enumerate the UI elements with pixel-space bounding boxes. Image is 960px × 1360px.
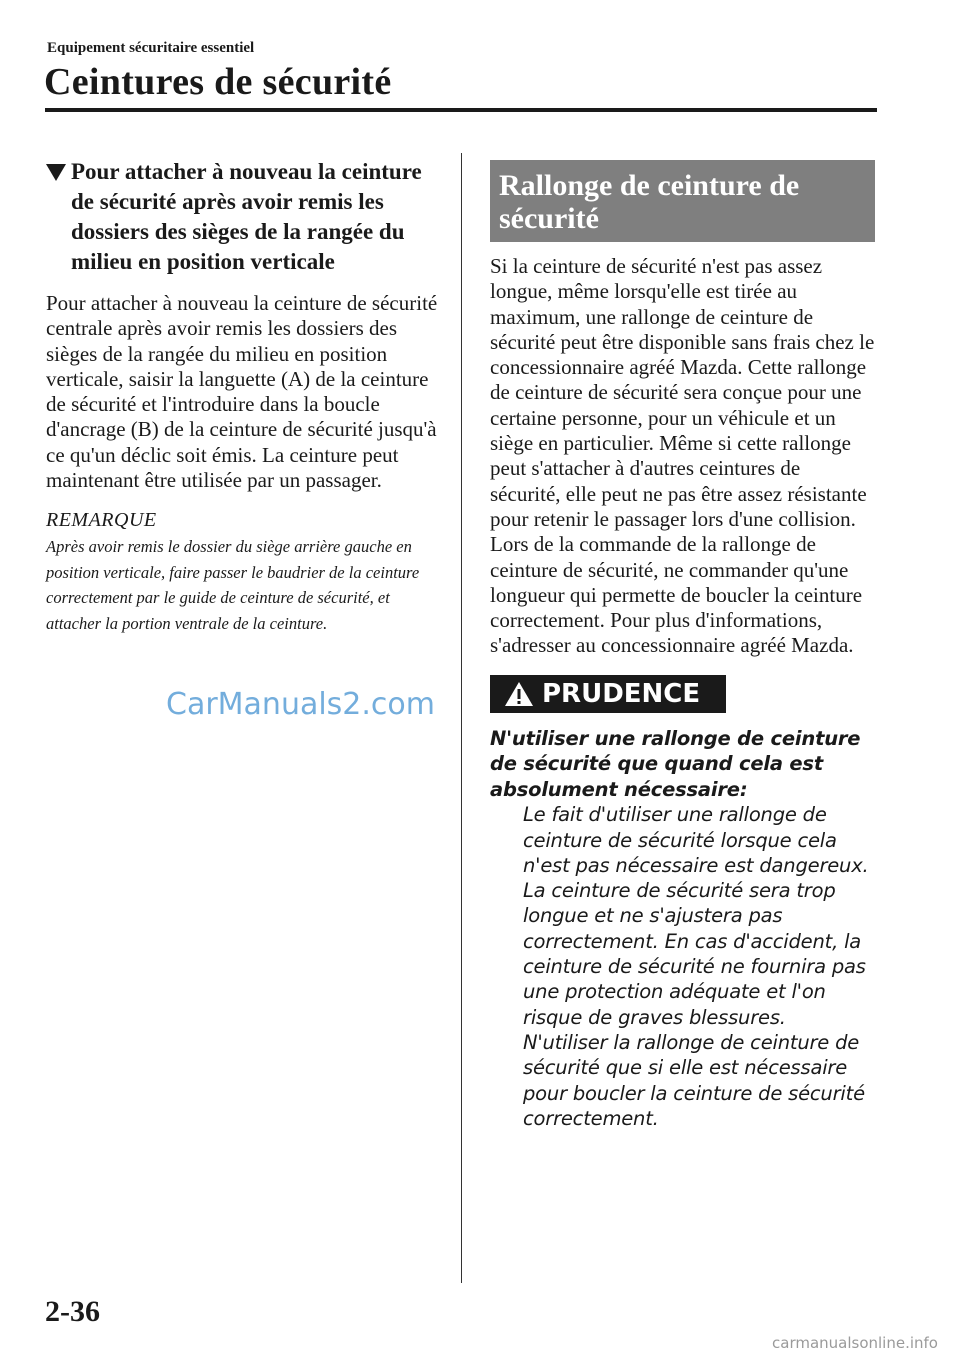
right-column <box>490 160 875 1131</box>
watermark: CarManuals2.com <box>166 687 436 722</box>
caution-badge <box>490 675 726 713</box>
header-rule <box>45 108 877 112</box>
section-title-banner: Rallonge de ceinture de sécurité <box>490 160 875 242</box>
column-divider <box>461 153 462 1283</box>
footer-url: carmanualsonline.info <box>772 1334 938 1352</box>
note-text: Après avoir remis le dossier du siège arrière gauche en position verticale, faire passer le baudrier de la ceinture correctement par le guide de ceinture de sécurité, et attacher la portion ventrale de la ceinture. <box>46 537 420 633</box>
page-title: Ceintures de sécurité <box>44 61 392 103</box>
subsection-heading <box>46 157 438 277</box>
note-title: REMARQUE <box>46 509 157 532</box>
triangle-down-icon <box>46 164 66 181</box>
page-number: 2-36 <box>45 1295 100 1328</box>
caution-body: Le fait d'utiliser une rallonge de ceinture de sécurité lorsque cela n'est pas nécessaire est dangereux. La ceinture de sécurité sera trop longue et ne s'ajustera pas correctement. En cas d'accident, la ceinture de sécurité ne fournira pas une protection adéquate et l'on risque de graves blessures. N'utiliser la rallonge de ceinture de sécurité que si elle est nécessaire pour boucler la ceinture de sécurité correctement. <box>523 803 869 1130</box>
caution-label: PRUDENCE <box>542 678 701 709</box>
warning-icon <box>504 681 534 707</box>
subsection-heading-text: Pour attacher à nouveau la ceinture de sécurité après avoir remis les dossiers des sièges de la rangée du milieu en position verticale <box>71 159 422 274</box>
left-column <box>46 157 438 636</box>
left-body-text: Pour attacher à nouveau la ceinture de sécurité centrale après avoir remis les dossiers des sièges de la rangée du milieu en position verticale, saisir la languette (A) de la ceinture de sécurité et l'introduire dans la boucle d'ancrage (B) de la ceinture de sécurité jusqu'à ce qu'un déclic soit émis. La ceinture peut maintenant être utilisée par un passager. <box>46 291 438 493</box>
caution-heading: N'utiliser une rallonge de ceinture de sécurité que quand cela est absolument nécessaire: <box>490 726 861 801</box>
header-section-label: Equipement sécuritaire essentiel <box>47 40 255 56</box>
right-body-text: Si la ceinture de sécurité n'est pas assez longue, même lorsqu'elle est tirée au maximum, une rallonge de ceinture de sécurité peut être disponible sans frais chez le concessionnaire agréé Mazda. Cette rallonge de ceinture de sécurité sera conçue pour une certaine personne, pour un véhicule et un siège en particulier. Même si cette rallonge peut s'attacher à d'autres ceintures de sécurité, elle peut ne pas être assez résistante pour retenir le passager lors d'une collision. Lors de la commande de la rallonge de ceinture de sécurité, ne commander qu'une longueur qui permette de boucler la ceinture correctement. Pour plus d'informations, s'adresser au concessionnaire agréé Mazda. <box>490 254 875 658</box>
